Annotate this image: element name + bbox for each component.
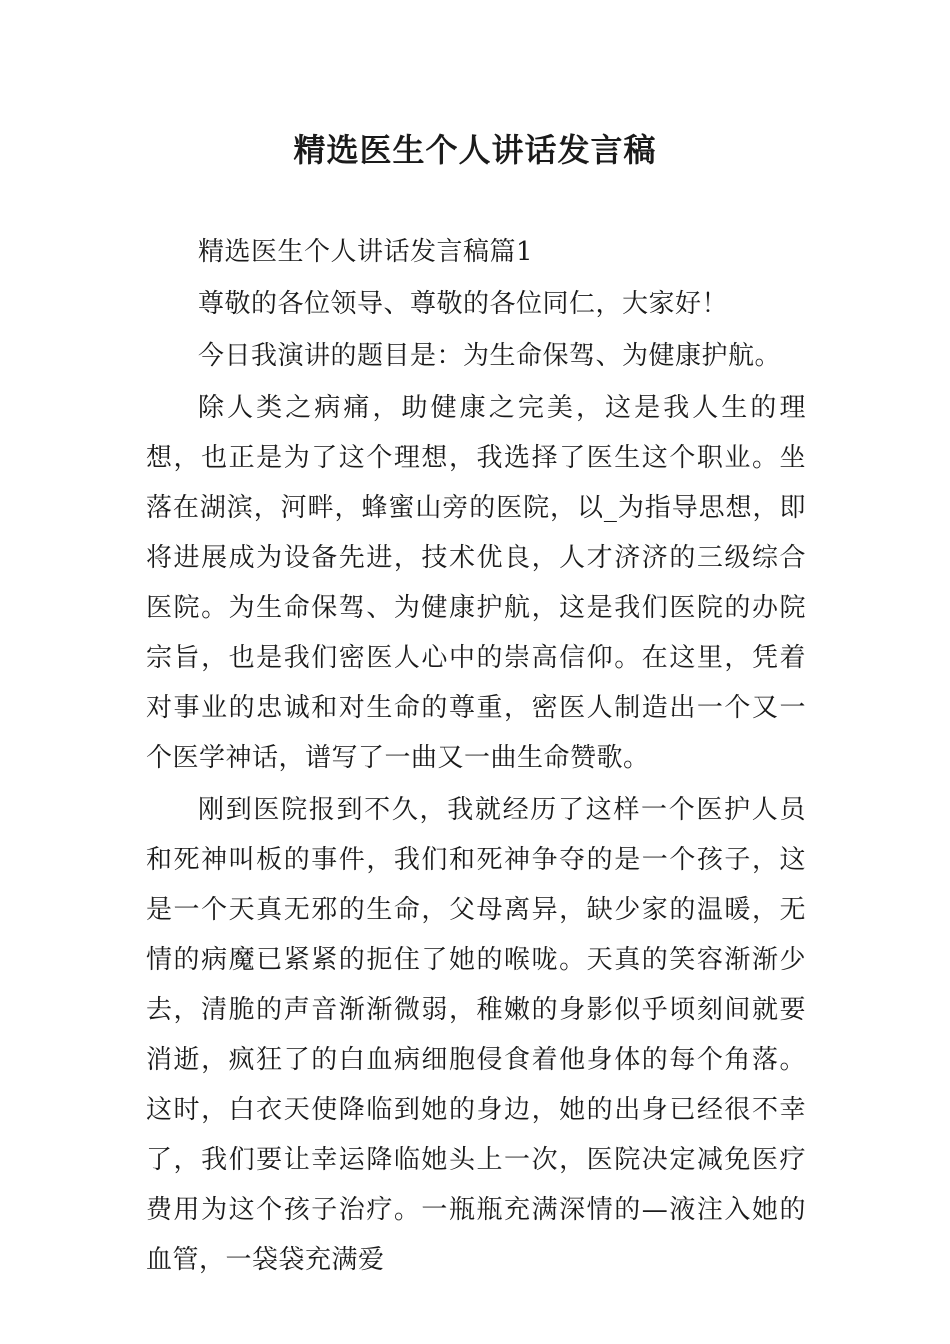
section-heading: 精选医生个人讲话发言稿篇1 <box>198 237 534 267</box>
document-body <box>146 227 806 1285</box>
greeting-paragraph: 尊敬的各位领导、尊敬的各位同仁，大家好！ <box>198 289 729 319</box>
body-paragraph: 除人类之病痛，助健康之完美，这是我人生的理想，也正是为了这个理想，我选择了医生这个职业。坐落在湖滨，河畔，蜂蜜山旁的医院，以_为指导思想，即将进展成为设备先进，技术优良，人才济济的三级综合医院。为生命保驾、为健康护航，这是我们医院的办院宗旨，也是我们密医人心中的崇高信仰。在这里，凭着对事业的忠诚和对生命的尊重，密医人制造出一个又一个医学神话，谱写了一曲又一曲生命赞歌。 <box>146 393 806 773</box>
document-title: 精选医生个人讲话发言稿 <box>293 131 657 169</box>
topic-paragraph: 今日我演讲的题目是：为生命保驾、为健康护航。 <box>198 341 782 371</box>
body-paragraph: 刚到医院报到不久，我就经历了这样一个医护人员和死神叫板的事件，我们和死神争夺的是一个孩子，这是一个天真无邪的生命，父母离异，缺少家的温暖，无情的病魔已紧紧的扼住了她的喉咙。天真的笑容渐渐少去，清脆的声音渐渐微弱，稚嫩的身影似乎顷刻间就要消逝，疯狂了的白血病细胞侵食着他身体的每个角落。这时，白衣天使降临到她的身边，她的出身已经很不幸了，我们要让幸运降临她头上一次，医院决定减免医疗费用为这个孩子治疗。一瓶瓶充满深情的—液注入她的血管，一袋袋充满爱 <box>146 795 806 1275</box>
